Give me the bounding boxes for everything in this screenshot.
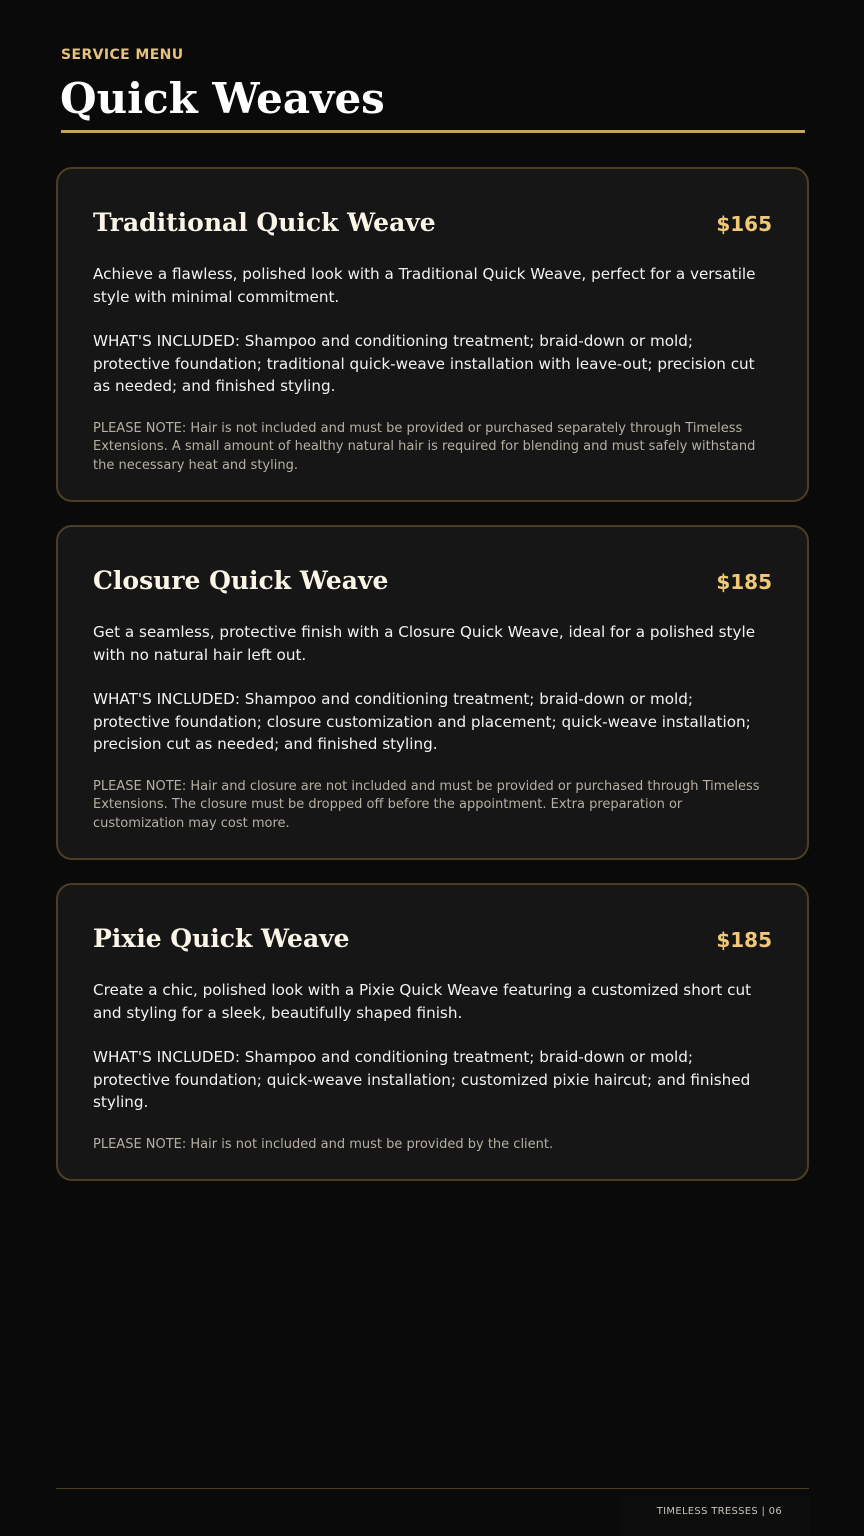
title-divider: [61, 130, 805, 133]
page-title: Quick Weaves: [60, 74, 385, 123]
service-card-header: [93, 207, 772, 247]
service-title: Traditional Quick Weave: [93, 208, 436, 237]
service-title: Pixie Quick Weave: [93, 924, 350, 953]
service-description: Get a seamless, protective finish with a Closure Quick Weave, ideal for a polished style with no natural hair left out.: [93, 623, 756, 664]
service-card-traditional: [56, 167, 809, 502]
service-included: WHAT'S INCLUDED: Shampoo and conditioning treatment; braid-down or mold; protective foundation; traditional quick-weave installation with leave-out; precision cut as needed; and finished styling.: [93, 332, 755, 395]
service-included: WHAT'S INCLUDED: Shampoo and conditioning treatment; braid-down or mold; protective foundation; closure customization and placement; quick-weave installation; precision cut as needed; and finished styling.: [93, 690, 751, 753]
service-title: Closure Quick Weave: [93, 566, 389, 595]
footer-page-label: TIMELESS TRESSES | 06: [656, 1506, 782, 1517]
service-note: PLEASE NOTE: Hair is not included and must be provided by the client.: [93, 1136, 554, 1152]
eyebrow-label: SERVICE MENU: [61, 47, 184, 63]
footer-divider: [56, 1488, 809, 1489]
service-description: Create a chic, polished look with a Pixie Quick Weave featuring a customized short cut and styling for a sleek, beautifully shaped finish.: [93, 981, 752, 1022]
service-price: $165: [716, 212, 772, 236]
service-card-pixie: [56, 883, 809, 1181]
service-note: PLEASE NOTE: Hair is not included and must be provided or purchased separately through Timeless Extensions. A small amount of healthy natural hair is required for blending and must safely withstand the necessary heat and styling.: [93, 420, 756, 473]
service-note: PLEASE NOTE: Hair and closure are not included and must be provided or purchased through Timeless Extensions. The closure must be dropped off before the appointment. Extra preparation or customization may cost more.: [93, 778, 760, 831]
service-price: $185: [716, 570, 772, 594]
service-card-header: [93, 565, 772, 605]
service-description: Achieve a flawless, polished look with a Traditional Quick Weave, perfect for a versatile style with minimal commitment.: [93, 265, 756, 306]
service-card-closure: [56, 525, 809, 860]
service-card-header: [93, 923, 772, 963]
service-price: $185: [716, 928, 772, 952]
service-included: WHAT'S INCLUDED: Shampoo and conditioning treatment; braid-down or mold; protective foundation; quick-weave installation; customized pixie haircut; and finished styling.: [93, 1048, 751, 1111]
